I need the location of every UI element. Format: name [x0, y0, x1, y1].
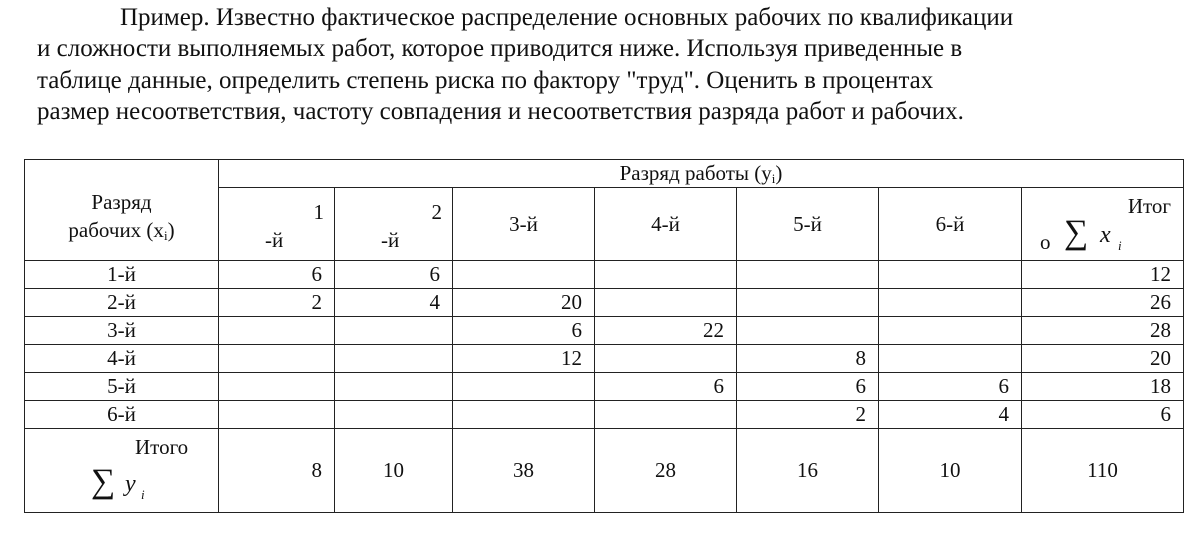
- row-header-line2: рабочих (x: [68, 218, 164, 242]
- col-header-5: 5-й: [737, 188, 879, 261]
- problem-statement: [37, 2, 1122, 127]
- table-cell: [879, 261, 1022, 289]
- table-cell: [879, 345, 1022, 373]
- statement-line: таблице данные, определить степень риска по фактору "труд". Оценить в процентах: [37, 66, 934, 94]
- row-header-sub: i: [163, 228, 168, 243]
- col-header-2: [335, 188, 453, 261]
- table-cell: [335, 345, 453, 373]
- sum-row-label-cell: [25, 429, 219, 513]
- row-label: 5-й: [25, 373, 219, 401]
- statement-line: и сложности выполняемых работ, которое приводится ниже. Используя приведенные в: [37, 35, 963, 63]
- table-cell: [219, 401, 335, 429]
- grand-total: 110: [1022, 429, 1184, 513]
- table-cell: [219, 317, 335, 345]
- column-total: 38: [453, 429, 595, 513]
- row-total: 12: [1022, 261, 1184, 289]
- col-header-1-top: 1: [313, 200, 324, 224]
- table-cell: [453, 373, 595, 401]
- column-total: 10: [335, 429, 453, 513]
- col-header-1-bottom: -й: [265, 228, 284, 252]
- table-cell: [595, 261, 737, 289]
- row-total: 6: [1022, 401, 1184, 429]
- table-cell: [879, 317, 1022, 345]
- table-cell: 22: [595, 317, 737, 345]
- table-cell: [219, 373, 335, 401]
- row-label: 3-й: [25, 317, 219, 345]
- table-cell: 2: [219, 289, 335, 317]
- table-cell: 6: [335, 261, 453, 289]
- table-cell: [335, 401, 453, 429]
- table-cell: [453, 261, 595, 289]
- total-col-header-line2: о: [1040, 230, 1051, 254]
- total-col-header: [1022, 188, 1184, 261]
- column-group-sub: i: [771, 170, 776, 186]
- table-cell: 6: [737, 373, 879, 401]
- total-col-sub: i: [1118, 238, 1122, 253]
- table-cell: [595, 289, 737, 317]
- sigma-icon: ∑: [91, 463, 116, 500]
- row-header-line1: Разряд: [91, 190, 152, 214]
- table-cell: [737, 261, 879, 289]
- table-cell: [219, 345, 335, 373]
- row-total: 18: [1022, 373, 1184, 401]
- statement-line: Пример. Известно фактическое распределение основных рабочих по квалификации: [120, 4, 1014, 31]
- statement-line: размер несоответствия, частоту совпадения и несоответствия разряда работ и рабочих.: [37, 97, 964, 125]
- row-label: 6-й: [25, 401, 219, 429]
- column-total: 8: [219, 429, 335, 513]
- table-cell: [595, 401, 737, 429]
- column-total: 10: [879, 429, 1022, 513]
- sigma-icon: ∑: [1064, 214, 1089, 251]
- row-header-cell: [25, 160, 219, 261]
- column-total: 28: [595, 429, 737, 513]
- table-row: [25, 401, 1184, 429]
- column-group-close: ): [775, 160, 783, 185]
- distribution-table: [24, 159, 1184, 513]
- col-header-6: 6-й: [879, 188, 1022, 261]
- table-cell: 12: [453, 345, 595, 373]
- table-row: [25, 261, 1184, 289]
- col-header-1: [219, 188, 335, 261]
- table-cell: [737, 317, 879, 345]
- column-group-label: Разряд работы (y: [619, 160, 772, 185]
- sum-row: [25, 429, 1184, 513]
- table-cell: [737, 289, 879, 317]
- table-cell: 6: [453, 317, 595, 345]
- row-total: 20: [1022, 345, 1184, 373]
- table-cell: 6: [219, 261, 335, 289]
- total-col-header-line1: Итог: [1127, 194, 1172, 218]
- table-cell: [879, 289, 1022, 317]
- table-cell: 2: [737, 401, 879, 429]
- table-cell: [595, 345, 737, 373]
- sum-row-sub: i: [141, 487, 145, 502]
- table-row: [25, 289, 1184, 317]
- table-row: [25, 317, 1184, 345]
- col-header-2-top: 2: [431, 200, 442, 224]
- table-cell: [453, 401, 595, 429]
- col-header-4: 4-й: [595, 188, 737, 261]
- row-header-close: ): [167, 218, 175, 242]
- row-label: 2-й: [25, 289, 219, 317]
- col-header-2-bottom: -й: [381, 228, 400, 252]
- row-total: 28: [1022, 317, 1184, 345]
- table-cell: [335, 373, 453, 401]
- sum-row-var: y: [125, 471, 136, 497]
- col-header-3: 3-й: [453, 188, 595, 261]
- row-label: 1-й: [25, 261, 219, 289]
- table-row: [25, 345, 1184, 373]
- table-row: [25, 373, 1184, 401]
- table-cell: 6: [879, 373, 1022, 401]
- sum-row-label: Итого: [135, 435, 189, 459]
- table-cell: 4: [335, 289, 453, 317]
- table-cell: 8: [737, 345, 879, 373]
- total-col-var: x: [1100, 222, 1111, 248]
- table-cell: [335, 317, 453, 345]
- column-total: 16: [737, 429, 879, 513]
- table-cell: 4: [879, 401, 1022, 429]
- table-cell: 6: [595, 373, 737, 401]
- column-group-header: [219, 160, 1184, 188]
- table-cell: 20: [453, 289, 595, 317]
- row-label: 4-й: [25, 345, 219, 373]
- row-total: 26: [1022, 289, 1184, 317]
